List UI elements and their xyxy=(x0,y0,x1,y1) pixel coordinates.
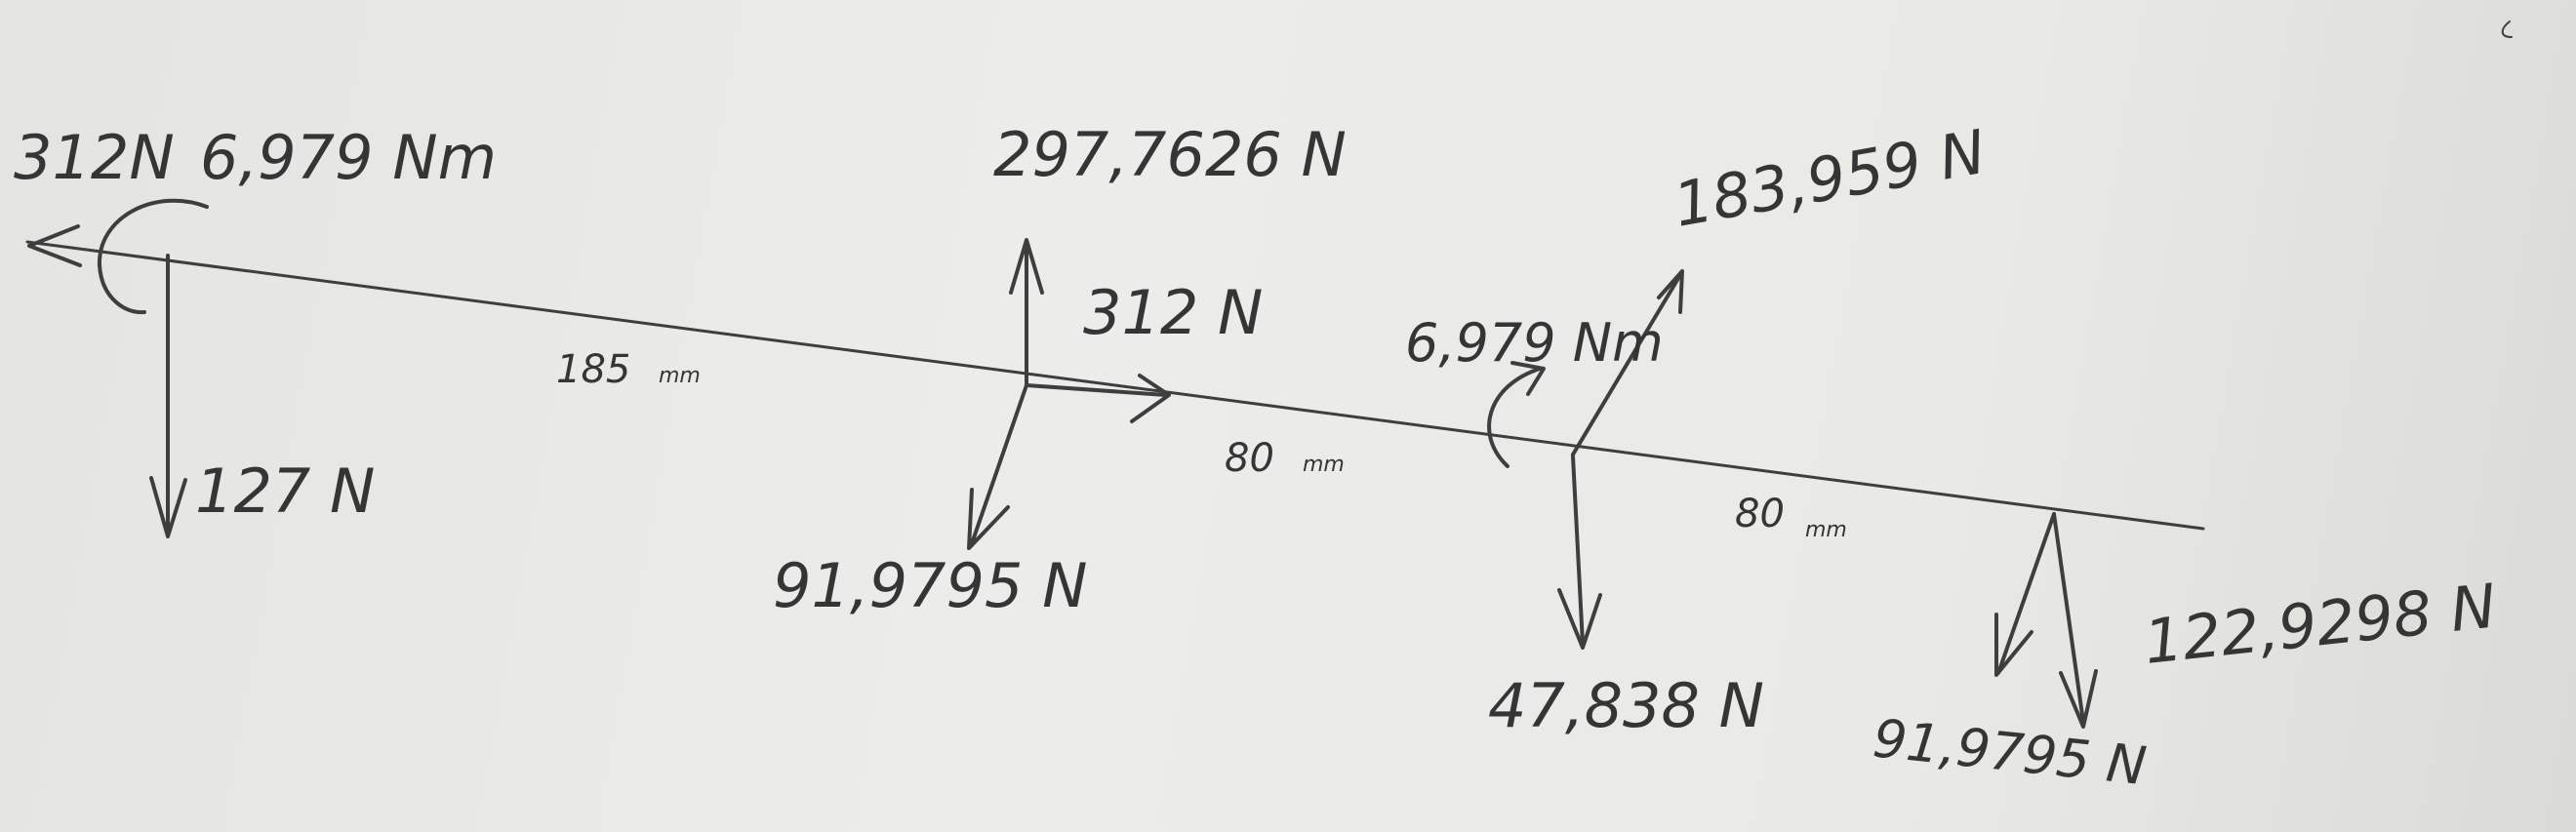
left-down-force-label: 127 N xyxy=(195,456,376,527)
gear-down-force-label: 91,9795 N xyxy=(773,550,1088,621)
left-axial-force-label: 312N xyxy=(14,122,175,193)
right-inclined-down-arrow xyxy=(1996,514,2054,675)
gear-axial-force-label: 312 N xyxy=(1083,277,1264,348)
middle-moment-label: 6,979 Nm xyxy=(1405,312,1664,374)
right-left-force-label: 91,9795 N xyxy=(1870,707,2150,798)
gear-up-arrow xyxy=(1011,240,1042,383)
left-down-arrow xyxy=(151,256,185,536)
dim-80b-unit: mm xyxy=(1805,518,1847,542)
dim-185-unit: mm xyxy=(659,364,701,388)
middle-moment-curl xyxy=(1489,369,1540,466)
right-right-force-label: 122,9298 N xyxy=(2140,570,2500,678)
gear-down-arrow xyxy=(969,385,1026,548)
middle-inclined-force-label: 183,959 N xyxy=(1668,115,1992,241)
gear-up-force-label: 297,7626 N xyxy=(993,119,1347,190)
dim-80a-value: 80 xyxy=(1225,436,1274,481)
dim-80a-unit: mm xyxy=(1303,453,1345,477)
dim-80b-value: 80 xyxy=(1735,492,1785,536)
dim-185-value: 185 xyxy=(556,347,631,392)
stray-pencil-mark xyxy=(2503,21,2512,37)
left-moment-label: 6,979 Nm xyxy=(200,122,497,193)
right-down-arrow xyxy=(2054,514,2096,727)
left-moment-curl xyxy=(100,201,207,312)
middle-down-force-label: 47,838 N xyxy=(1488,670,1765,741)
middle-down-arrow xyxy=(1559,456,1600,648)
